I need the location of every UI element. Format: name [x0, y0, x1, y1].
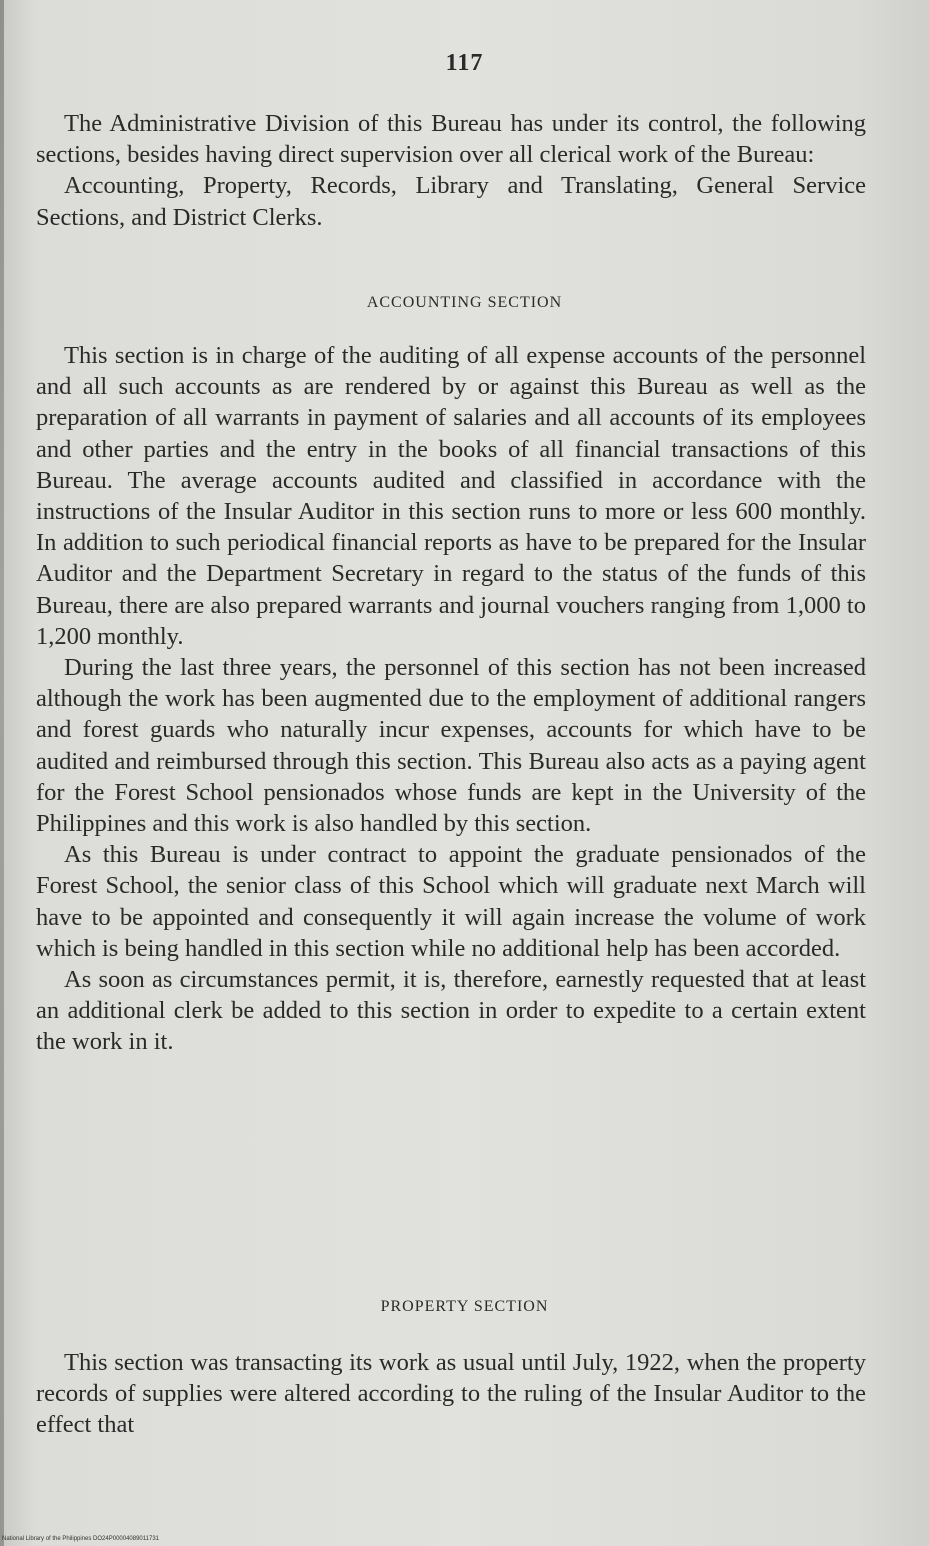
intro-paragraph: The Administrative Division of this Bureau has under its control, the following sections, besides having direct supervision over all clerical work of the Bureau: — [36, 110, 866, 169]
accounting-paragraph: This section is in charge of the auditing of all expense accounts of the personnel and all such accounts as are rendered by or against this Bureau as well as the preparation of all warrants in payment of salaries and all accounts of its employees and other parties and the entry in the books of all financial transactions of this Bureau. The average accounts audited and classified in accordance with the instructions of the Insular Auditor in this section runs to more or less 600 monthly. In addition to such periodical financial reports as have to be prepared for the Insular Auditor and the Department Secretary in regard to the status of the funds of this Bureau, there are also prepared warrants and journal vouchers ranging from 1,000 to 1,200 monthly. — [36, 342, 866, 650]
accounting-paragraph: As soon as circumstances permit, it is, therefore, earnestly requested that at least an additional clerk be added to this section in order to expedite to a certain extent the work in it. — [36, 966, 866, 1056]
property-section-text — [36, 1347, 866, 1441]
accounting-paragraph: As this Bureau is under contract to appoint the graduate pensionados of the Forest School, the senior class of this School which will graduate next March will have to be appointed and consequently it will again increase the volume of work which is being handled in this section while no additional help has been accorded. — [36, 841, 866, 962]
page-number: 117 — [445, 50, 484, 76]
intro-text — [36, 108, 866, 233]
accounting-section-heading: ACCOUNTING SECTION — [366, 294, 563, 311]
archive-footer: National Library of the Philippines DO24P00004089011731 — [2, 1536, 159, 1542]
accounting-paragraph: During the last three years, the personnel of this section has not been increased although the work has been augmented due to the employment of additional rangers and forest guards who naturally incur expenses, accounts for which have to be audited and reimbursed through this section. This Bureau also acts as a paying agent for the Forest School pensionados whose funds are kept in the University of the Philippines and this work is also handled by this section. — [36, 654, 866, 838]
property-paragraph: This section was transacting its work as usual until July, 1922, when the property records of supplies were altered according to the ruling of the Insular Auditor to the effect that — [36, 1349, 866, 1439]
intro-paragraph: Accounting, Property, Records, Library and Translating, General Service Sections, and District Clerks. — [36, 172, 866, 231]
property-section-heading: PROPERTY SECTION — [380, 1298, 549, 1315]
accounting-section-text — [36, 340, 866, 1058]
